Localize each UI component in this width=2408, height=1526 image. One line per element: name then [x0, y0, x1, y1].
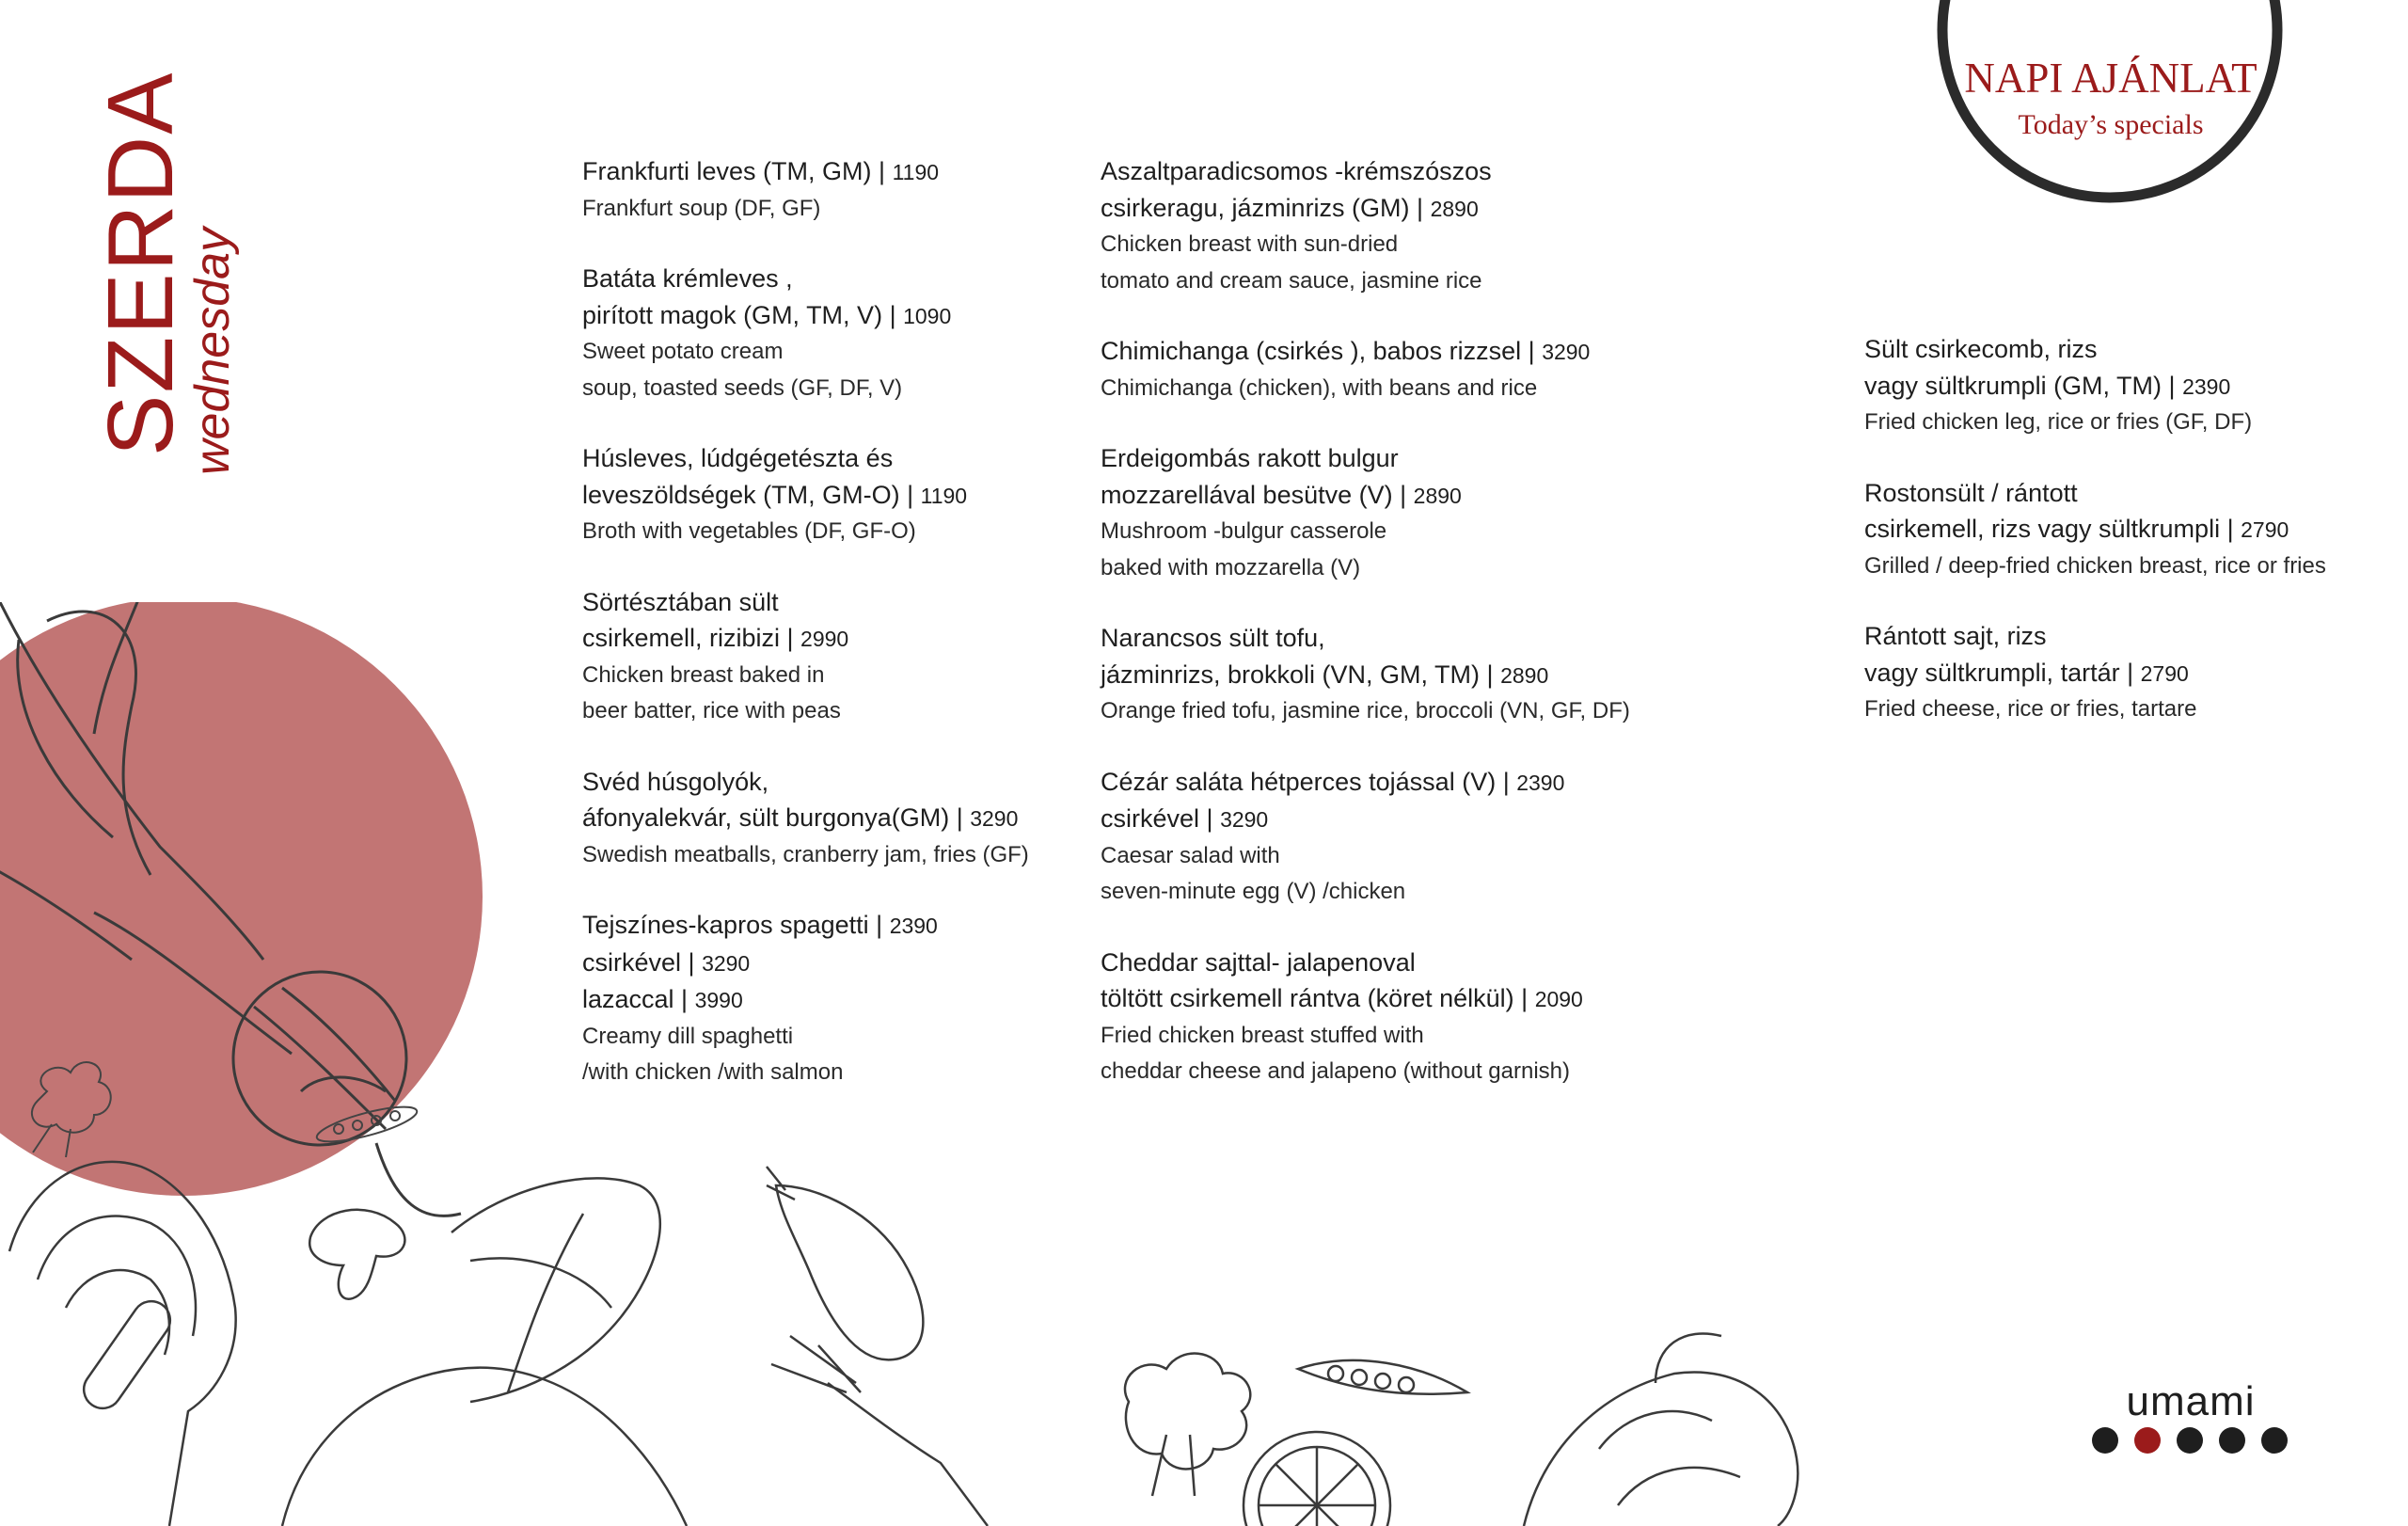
dish-name-en: Orange fried tofu, jasmine rice, broccoli (VN, GF, DF)	[1101, 698, 1630, 723]
dish-name-hu: Rántott sajt, rizs	[1864, 622, 2047, 650]
price: 2390	[2182, 374, 2231, 399]
logo-dot	[2219, 1427, 2245, 1454]
dish-name-en: Frankfurt soup (DF, GF)	[582, 195, 821, 221]
dish-name-en: Creamy dill spaghetti	[582, 1023, 794, 1049]
dish-name-hu: Cézár saláta hétperces tojással (V)	[1101, 767, 1497, 796]
dish-name-hu: Sörtésztában sült	[582, 587, 779, 616]
eggplant	[776, 1185, 923, 1359]
day-name-hu: SZERDA	[88, 71, 192, 456]
menu-item: Batáta krémleves , pirított magok (GM, TM, V) | 1090 Sweet potato cream soup, toasted seeds (GF, DF, V)	[582, 261, 1029, 406]
price: 1190	[920, 483, 968, 508]
menu-item: Tejszínes-kapros spagetti | 2390 csirkével | 3290 lazaccal | 3990 Creamy dill spaghetti /with chicken /with salmon	[582, 907, 1029, 1091]
price: 3290	[702, 950, 751, 976]
dish-name-en: Sweet potato cream	[582, 339, 784, 364]
logo-dot	[2177, 1427, 2203, 1454]
price: 2890	[1500, 662, 1549, 688]
dish-name-hu: leveszöldségek (TM, GM-O)	[582, 480, 900, 509]
logo-dot	[2134, 1427, 2161, 1454]
dish-name-en: Caesar salad with	[1101, 842, 1280, 868]
dish-name-en: Swedish meatballs, cranberry jam, fries (GF)	[582, 841, 1029, 867]
menu-item: Aszaltparadicsomos -krémszószos csirkeragu, jázminrizs (GM) | 2890 Chicken breast with sun-dried tomato and cream sauce, jasmine rice	[1101, 153, 1630, 299]
variant-label: lazaccal	[582, 985, 674, 1013]
dish-name-en: baked with mozzarella (V)	[1101, 554, 1361, 580]
price: 2790	[2241, 517, 2289, 542]
menu-item: Rostonsült / rántott csirkemell, rizs vagy sültkrumpli | 2790 Grilled / deep-fried chicken breast, rice or fries	[1864, 475, 2326, 585]
dish-name-hu: vagy sültkrumpli (GM, TM)	[1864, 371, 2162, 400]
vegetables-illustration	[0, 1110, 1881, 1526]
mushroom	[309, 1210, 404, 1299]
dish-name-en: Mushroom -bulgur casserole	[1101, 518, 1387, 544]
menu-column-3	[1864, 331, 2326, 762]
broccoli	[1125, 1354, 1250, 1470]
menu-item: Svéd húsgolyók, áfonyalekvár, sült burgonya(GM) | 3290 Swedish meatballs, cranberry jam, fries (GF)	[582, 764, 1029, 874]
dish-name-en: cheddar cheese and jalapeno (without garnish)	[1101, 1058, 1570, 1084]
dish-name-en: Chicken breast baked in	[582, 661, 825, 688]
leafy-greens	[282, 1368, 687, 1526]
dish-name-en: seven-minute egg (V) /chicken	[1101, 879, 1406, 904]
dish-name-hu: mozzarellával besütve (V)	[1101, 480, 1393, 509]
dish-name-hu: csirkeragu, jázminrizs (GM)	[1101, 193, 1410, 222]
price: 3290	[970, 806, 1019, 831]
dish-name-hu: pirított magok (GM, TM, V)	[582, 300, 883, 329]
dish-name-hu: vagy sültkrumpli, tartár	[1864, 658, 2120, 687]
dish-name-en: tomato and cream sauce, jasmine rice	[1101, 267, 1482, 294]
menu-item: Erdeigombás rakott bulgur mozzarellával besütve (V) | 2890 Mushroom -bulgur casserole baked with mozzarella (V)	[1101, 440, 1630, 586]
umami-logo	[2090, 1381, 2292, 1456]
menu-item: Narancsos sült tofu, jázminrizs, brokkoli (VN, GM, TM) | 2890 Orange fried tofu, jasmine rice, broccoli (VN, GF, DF)	[1101, 620, 1630, 730]
dish-name-en: Fried cheese, rice or fries, tartare	[1864, 696, 2197, 722]
day-heading	[88, 71, 240, 475]
dish-name-en: Grilled / deep-fried chicken breast, rice or fries	[1864, 552, 2326, 579]
dish-name-hu: csirkemell, rizs vagy sültkrumpli	[1864, 515, 2221, 543]
dish-name-hu: Aszaltparadicsomos -krémszószos	[1101, 157, 1492, 185]
brand-name: umami	[2126, 1381, 2256, 1424]
badge-subtitle: Today’s specials	[2018, 109, 2204, 140]
price: 3990	[694, 988, 743, 1012]
price: 2390	[1516, 770, 1565, 795]
dish-name-hu: Cheddar sajttal- jalapenoval	[1101, 947, 1416, 977]
menu-item: Húsleves, lúdgégetészta és leveszöldségek (TM, GM-O) | 1190 Broth with vegetables (DF, GF-O)	[582, 440, 1029, 550]
menu-item: Sörtésztában sült csirkemell, rizibizi | 2990 Chicken breast baked in beer batter, rice with peas	[582, 584, 1029, 730]
dish-name-hu: áfonyalekvár, sült burgonya(GM)	[582, 803, 950, 832]
logo-dot	[2092, 1427, 2118, 1454]
carrot	[828, 1383, 988, 1526]
dish-name-en: Chicken breast with sun-dried	[1101, 231, 1399, 257]
menu-item: Chimichanga (csirkés ), babos rizzsel | 3290 Chimichanga (chicken), with beans and rice	[1101, 333, 1630, 406]
dish-name-hu: Sült csirkecomb, rizs	[1864, 335, 2098, 363]
variant-label: csirkével	[582, 947, 682, 977]
dish-name-en: beer batter, rice with peas	[582, 698, 841, 723]
price: 2790	[2140, 660, 2189, 686]
dish-name-hu: Svéd húsgolyók,	[582, 767, 769, 796]
dish-name-hu: Húsleves, lúdgégetészta és	[582, 444, 894, 472]
menu-item: Frankfurti leves (TM, GM) | 1190 Frankfurt soup (DF, GF)	[582, 153, 1029, 227]
dish-name-en: /with chicken /with salmon	[582, 1059, 844, 1085]
menu-column-1	[582, 153, 1029, 1125]
menu-column-2	[1101, 153, 1630, 1124]
price: 2890	[1430, 196, 1479, 221]
day-name-en: wednesday	[185, 227, 240, 475]
logo-dot	[2261, 1427, 2288, 1454]
variant-label: csirkével	[1101, 804, 1200, 833]
dish-name-hu: Batáta krémleves ,	[582, 264, 793, 293]
price: 2390	[889, 914, 938, 938]
dish-name-hu: Tejszínes-kapros spagetti	[582, 911, 869, 939]
dish-name-hu: Frankfurti leves (TM, GM)	[582, 157, 872, 185]
price: 1190	[892, 160, 940, 184]
dish-name-en: Fried chicken leg, rice or fries (GF, DF)	[1864, 409, 2253, 435]
artichoke-right	[1524, 1372, 1798, 1526]
dish-name-hu: Erdeigombás rakott bulgur	[1101, 444, 1399, 472]
price: 3290	[1542, 340, 1591, 364]
dish-name-en: soup, toasted seeds (GF, DF, V)	[582, 374, 903, 401]
menu-item: Cézár saláta hétperces tojással (V) | 2390 csirkével | 3290 Caesar salad with seven-minute egg (V) /chicken	[1101, 764, 1630, 911]
dish-name-hu: csirkemell, rizibizi	[582, 624, 781, 652]
price: 2990	[800, 627, 849, 651]
dish-name-hu: Narancsos sült tofu,	[1101, 624, 1325, 652]
dish-name-en: Broth with vegetables (DF, GF-O)	[582, 518, 916, 544]
specials-badge	[1926, 0, 2282, 243]
dish-name-hu: töltött csirkemell rántva (köret nélkül)	[1101, 984, 1514, 1012]
dish-name-hu: Chimichanga (csirkés ), babos rizzsel	[1101, 337, 1522, 365]
price: 2090	[1534, 987, 1583, 1011]
dish-name-hu: Rostonsült / rántott	[1864, 478, 2078, 507]
price: 1090	[903, 303, 952, 328]
menu-item: Sült csirkecomb, rizs vagy sültkrumpli (GM, TM) | 2390 Fried chicken leg, rice or fries (GF, DF)	[1864, 331, 2326, 441]
price: 2890	[1413, 483, 1462, 508]
dish-name-en: Fried chicken breast stuffed with	[1101, 1022, 1424, 1048]
dish-name-en: Chimichanga (chicken), with beans and rice	[1101, 374, 1538, 401]
badge-title: NAPI AJÁNLAT	[1964, 55, 2258, 102]
price: 3290	[1220, 807, 1269, 832]
menu-item: Rántott sajt, rizs vagy sültkrumpli, tartár | 2790 Fried cheese, rice or fries, tartare	[1864, 618, 2326, 728]
menu-item: Cheddar sajttal- jalapenoval töltött csirkemell rántva (köret nélkül) | 2090 Fried chicken breast stuffed with cheddar cheese and jalapeno (without garnish)	[1101, 945, 1630, 1090]
dish-name-hu: jázminrizs, brokkoli (VN, GM, TM)	[1101, 660, 1481, 689]
